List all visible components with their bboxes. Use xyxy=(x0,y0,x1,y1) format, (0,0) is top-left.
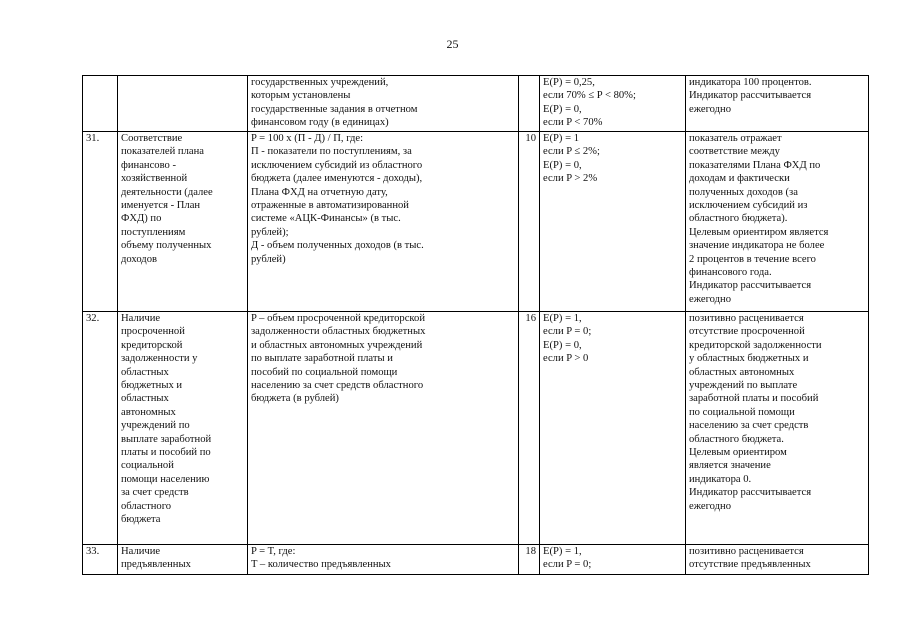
indicator-formula-line: пособий по социальной помощи xyxy=(251,366,398,378)
indicator-name-line: за счет средств xyxy=(121,487,189,499)
indicator-formula-line: которым установлены xyxy=(251,90,351,102)
indicator-evaluation-line: если P ≤ 2%; xyxy=(543,146,600,158)
indicator-formula-cell xyxy=(248,545,519,575)
indicator-comment-line: по социальной помощи xyxy=(689,406,795,418)
indicator-name-line: бюджетных и xyxy=(121,380,183,392)
indicator-name-line: ФХД) по xyxy=(121,213,162,225)
indicator-comment-line: позитивно расценивается xyxy=(689,546,804,557)
indicator-comment-line: является значение xyxy=(689,460,771,472)
indicator-name-line: именуется - План xyxy=(121,200,201,212)
indicator-comment-line: исключением субсидий из xyxy=(689,200,808,212)
indicator-name-line: показателей плана xyxy=(121,146,204,158)
indicator-weight-cell: 16 xyxy=(519,312,540,545)
indicator-evaluation-line: если P > 2% xyxy=(543,173,598,185)
indicator-evaluation-cell xyxy=(540,312,686,545)
indicator-formula-line: Плана ФХД на отчетную дату, xyxy=(251,186,388,198)
indicator-evaluation-line: E(P) = 0, xyxy=(543,103,582,115)
indicator-comment-line: областного бюджета). xyxy=(689,213,788,225)
table-row xyxy=(83,312,869,545)
indicator-formula-line: P – объем просроченной кредиторской xyxy=(251,313,426,324)
indicator-comment-line: значение индикатора не более xyxy=(689,240,825,252)
row-number-cell: 32. xyxy=(83,312,118,545)
indicator-name-line: объему полученных xyxy=(121,240,212,252)
indicator-evaluation-line: если P < 70% xyxy=(543,117,603,129)
indicator-evaluation-line: E(P) = 1, xyxy=(543,546,582,557)
indicator-name-line: автономных xyxy=(121,406,176,418)
indicator-name-line: социальной xyxy=(121,460,174,472)
indicator-name-line: Наличие xyxy=(121,313,161,324)
indicator-comment-cell xyxy=(686,312,869,545)
indicator-comment-line: финансового года. xyxy=(689,267,772,279)
indicator-formula-cell xyxy=(248,132,519,312)
indicator-comment-line: позитивно расценивается xyxy=(689,313,804,324)
table-row xyxy=(83,132,869,312)
indicator-weight-cell: 18 xyxy=(519,545,540,575)
indicator-formula-line: П - показатели по поступлениям, за xyxy=(251,146,412,158)
indicator-formula-line: государственных учреждений, xyxy=(251,77,389,88)
indicator-comment-cell xyxy=(686,76,869,132)
indicator-comment-line: соответствие между xyxy=(689,146,780,158)
indicator-formula-cell xyxy=(248,312,519,545)
indicator-name-line: областных xyxy=(121,366,169,378)
indicator-formula-line: государственные задания в отчетном xyxy=(251,103,418,115)
indicator-formula-line: задолженности областных бюджетных xyxy=(251,326,426,338)
indicator-comment-line: доходам и фактически xyxy=(689,173,790,185)
indicator-comment-line: ежегодно xyxy=(689,500,732,512)
row-number-cell: 33. xyxy=(83,545,118,575)
indicator-name-line: финансово - xyxy=(121,159,176,171)
indicator-formula-line: P = 100 x (П - Д) / П, где: xyxy=(251,133,364,144)
indicator-evaluation-cell xyxy=(540,132,686,312)
indicator-formula-line: рублей) xyxy=(251,253,286,265)
indicator-formula-line: рублей); xyxy=(251,226,289,238)
indicator-evaluation-cell xyxy=(540,76,686,132)
indicator-formula-line: Д - объем полученных доходов (в тыс. xyxy=(251,240,424,252)
indicator-formula-line: отраженные в автоматизированной xyxy=(251,200,409,212)
indicator-comment-line: отсутствие предъявленных xyxy=(689,559,811,571)
indicator-evaluation-line: E(P) = 0, xyxy=(543,339,582,351)
indicator-name-line: учреждений по xyxy=(121,420,190,432)
indicator-formula-line: по выплате заработной платы и xyxy=(251,353,393,365)
indicator-evaluation-line: если P = 0; xyxy=(543,559,592,571)
indicator-name-line: задолженности у xyxy=(121,353,198,365)
indicator-name-line: Соответствие xyxy=(121,133,183,144)
indicator-formula-line: системе «АЦК-Финансы» (в тыс. xyxy=(251,213,401,225)
row-number-cell: 31. xyxy=(83,132,118,312)
indicator-comment-line: индикатора 0. xyxy=(689,473,752,485)
indicator-comment-line: отсутствие просроченной xyxy=(689,326,805,338)
indicator-comment-cell xyxy=(686,132,869,312)
indicator-name-line: Наличие xyxy=(121,546,161,557)
indicator-name-line: платы и пособий по xyxy=(121,447,211,459)
indicator-evaluation-line: E(P) = 0,25, xyxy=(543,77,595,88)
indicator-weight-cell xyxy=(519,76,540,132)
indicator-evaluation-line: E(P) = 1 xyxy=(543,133,579,144)
row-number-cell xyxy=(83,76,118,132)
indicator-comment-line: кредиторской задолженности xyxy=(689,339,822,351)
indicator-formula-line: P = T, где: xyxy=(251,546,296,557)
indicator-comment-line: индикатора 100 процентов. xyxy=(689,77,812,88)
indicator-comment-line: Индикатор рассчитывается xyxy=(689,487,812,499)
indicator-name-cell xyxy=(118,76,248,132)
indicator-comment-line: Целевым ориентиром xyxy=(689,447,787,459)
indicator-formula-line: населению за счет средств областного xyxy=(251,380,424,392)
indicator-evaluation-cell xyxy=(540,545,686,575)
indicator-name-line: поступлениям xyxy=(121,226,186,238)
indicator-comment-line: 2 процентов в течение всего xyxy=(689,253,816,265)
indicator-comment-line: Индикатор рассчитывается xyxy=(689,280,812,292)
indicator-name-line: выплате заработной xyxy=(121,433,212,445)
indicator-formula-cell xyxy=(248,76,519,132)
indicator-name-line: бюджета xyxy=(121,514,161,526)
indicator-comment-line: показателями Плана ФХД по xyxy=(689,159,821,171)
indicator-comment-line: заработной платы и пособий xyxy=(689,393,819,405)
indicator-formula-line: и областных автономных учреждений xyxy=(251,339,423,351)
page-number: 25 xyxy=(446,37,459,51)
indicator-comment-line: областных автономных xyxy=(689,366,795,378)
indicator-name-line: доходов xyxy=(121,253,157,265)
indicator-comment-line: Индикатор рассчитывается xyxy=(689,90,812,102)
indicator-comment-line: населению за счет средств xyxy=(689,420,809,432)
indicator-comment-line: учреждений по выплате xyxy=(689,380,798,392)
indicator-name-line: деятельности (далее xyxy=(121,186,213,198)
indicator-name-cell xyxy=(118,545,248,575)
table-row xyxy=(83,76,869,132)
indicator-name-line: кредиторской xyxy=(121,339,183,351)
indicator-comment-line: областного бюджета. xyxy=(689,433,784,445)
indicator-evaluation-line: E(P) = 1, xyxy=(543,313,582,324)
indicator-formula-line: финансовом году (в единицах) xyxy=(251,117,389,129)
indicator-evaluation-line: E(P) = 0, xyxy=(543,159,582,171)
indicator-name-line: просроченной xyxy=(121,326,185,338)
indicator-name-line: областных xyxy=(121,393,169,405)
indicators-table xyxy=(82,75,869,575)
indicator-formula-line: T – количество предъявленных xyxy=(251,559,391,571)
indicator-comment-cell xyxy=(686,545,869,575)
indicator-evaluation-line: если P > 0 xyxy=(543,353,589,365)
indicator-comment-line: показатель отражает xyxy=(689,133,782,144)
indicator-name-line: областного xyxy=(121,500,172,512)
indicator-comment-line: ежегодно xyxy=(689,103,732,115)
indicator-comment-line: полученных доходов (за xyxy=(689,186,798,198)
indicator-name-cell xyxy=(118,132,248,312)
indicator-name-line: предъявленных xyxy=(121,559,191,571)
indicator-comment-line: Целевым ориентиром является xyxy=(689,226,829,238)
indicator-formula-line: бюджета (далее именуются - доходы), xyxy=(251,173,423,185)
table-row xyxy=(83,545,869,575)
indicator-evaluation-line: если 70% ≤ P < 80%; xyxy=(543,90,636,102)
indicator-name-line: хозяйственной xyxy=(121,173,188,185)
indicator-formula-line: исключением субсидий из областного xyxy=(251,159,423,171)
indicator-name-cell xyxy=(118,312,248,545)
indicator-evaluation-line: если P = 0; xyxy=(543,326,592,338)
indicator-name-line: помощи населению xyxy=(121,473,210,485)
indicator-formula-line: бюджета (в рублей) xyxy=(251,393,339,405)
indicator-comment-line: ежегодно xyxy=(689,293,732,305)
indicator-weight-cell: 10 xyxy=(519,132,540,312)
indicator-comment-line: у областных бюджетных и xyxy=(689,353,809,365)
